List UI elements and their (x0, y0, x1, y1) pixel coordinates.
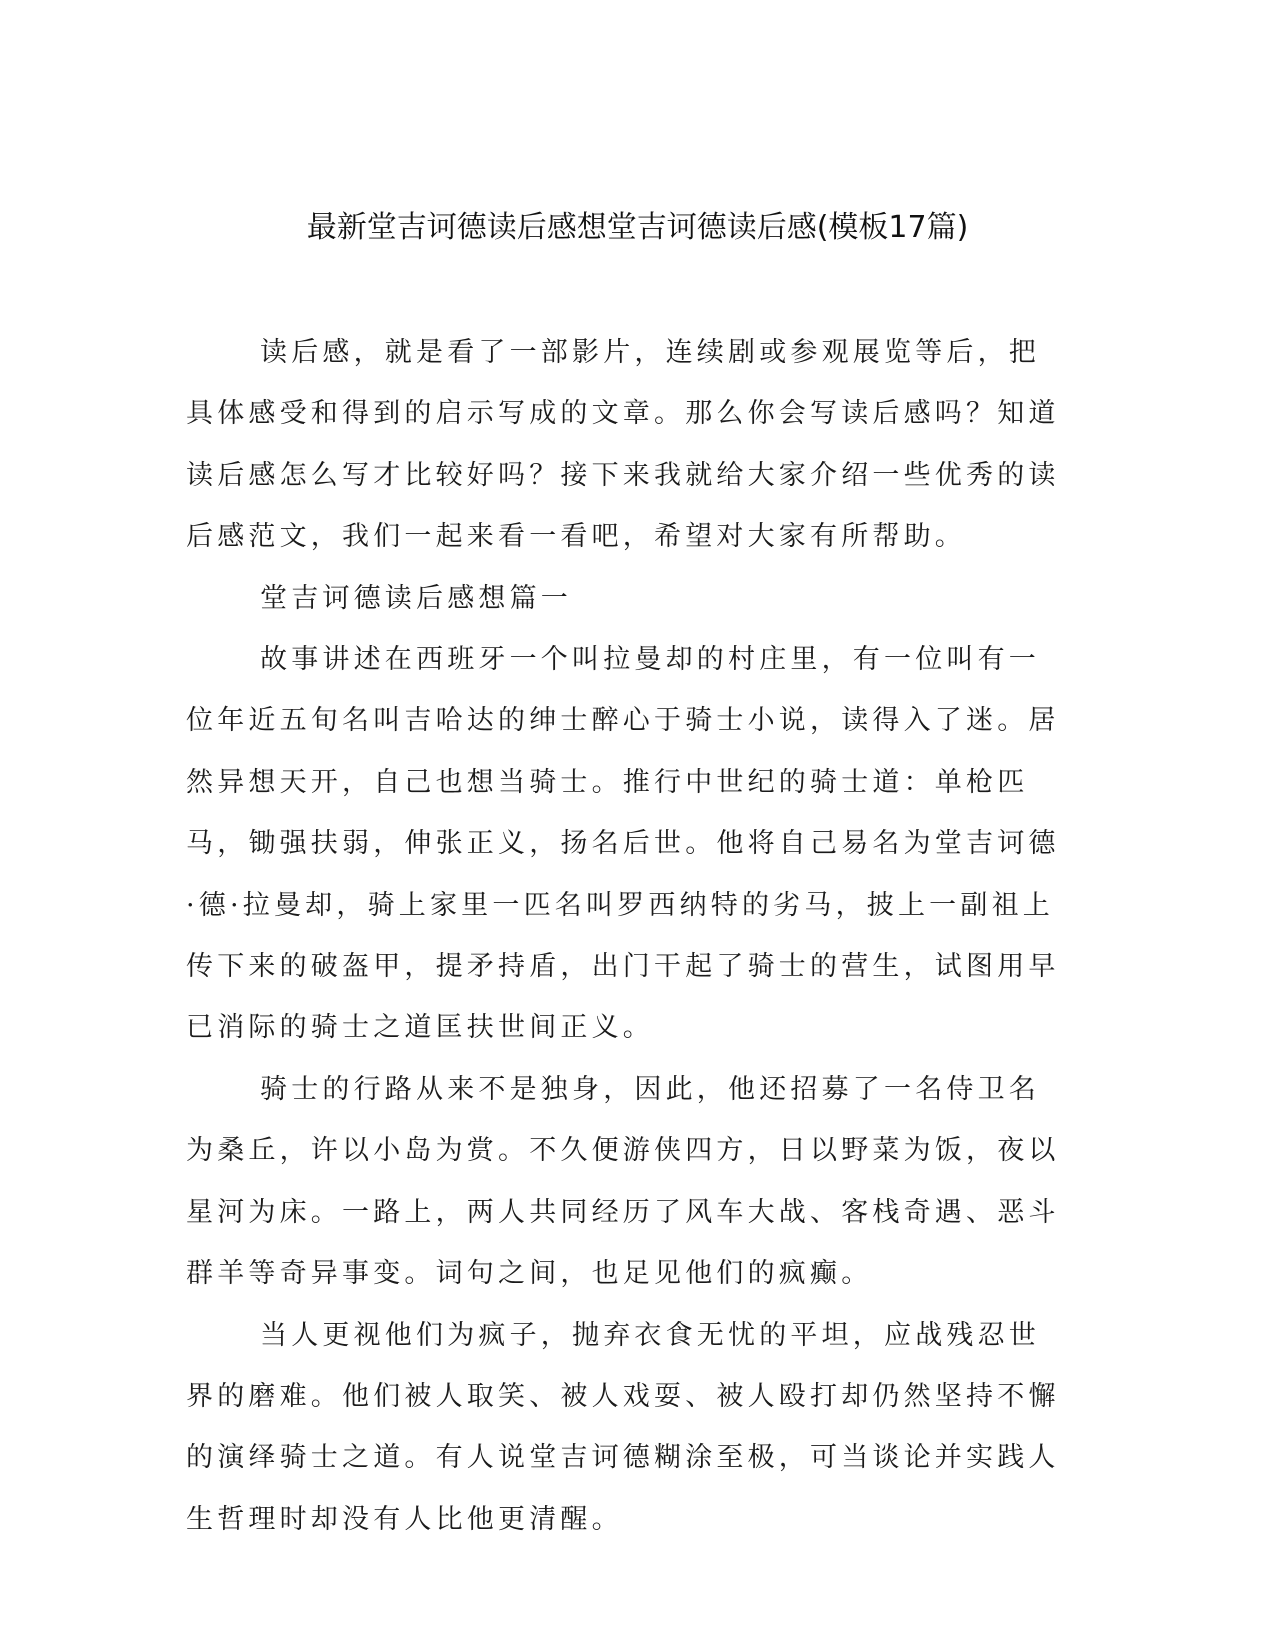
paragraph: 骑士的行路从来不是独身，因此，他还招募了一名侍卫名为桑丘，许以小岛为赏。不久便游侠四方，日以野菜为饭，夜以星河为床。一路上，两人共同经历了风车大战、客栈奇遇、恶斗群羊等奇异事变。词句之间，也足见他们的疯癫。 (186, 1073, 1060, 1290)
paragraph-intro: 读后感，就是看了一部影片，连续剧或参观展览等后，把具体感受和得到的启示写成的文章。那么你会写读后感吗？知道读后感怎么写才比较好吗？接下来我就给大家介绍一些优秀的读后感范文，我们一起来看一看吧，希望对大家有所帮助。 (186, 337, 1060, 553)
paragraph: 当人更视他们为疯子，抛弃衣食无忧的平坦，应战残忍世界的磨难。他们被人取笑、被人戏耍、被人殴打却仍然坚持不懈的演绎骑士之道。有人说堂吉诃德糊涂至极，可当谈论并实践人生哲理时却没有人比他更清醒。 (186, 1319, 1060, 1535)
paragraph: 故事讲述在西班牙一个叫拉曼却的村庄里，有一位叫有一位年近五旬名叫吉哈达的绅士醉心于骑士小说，读得入了迷。居然异想天开，自己也想当骑士。推行中世纪的骑士道：单枪匹马，锄强扶弱，伸张正义，扬名后世。他将自己易名为堂吉诃德·德·拉曼却，骑上家里一匹名叫罗西纳特的劣马，披上一副祖上传下来的破盔甲，提矛持盾，出门干起了骑士的营生，试图用早已消际的骑士之道匡扶世间正义。 (186, 644, 1060, 1044)
document-body (186, 322, 1066, 1550)
document-title: 最新堂吉诃德读后感想堂吉诃德读后感(模板17篇) (306, 210, 969, 245)
section-heading: 堂吉诃德读后感想篇一 (260, 582, 572, 614)
